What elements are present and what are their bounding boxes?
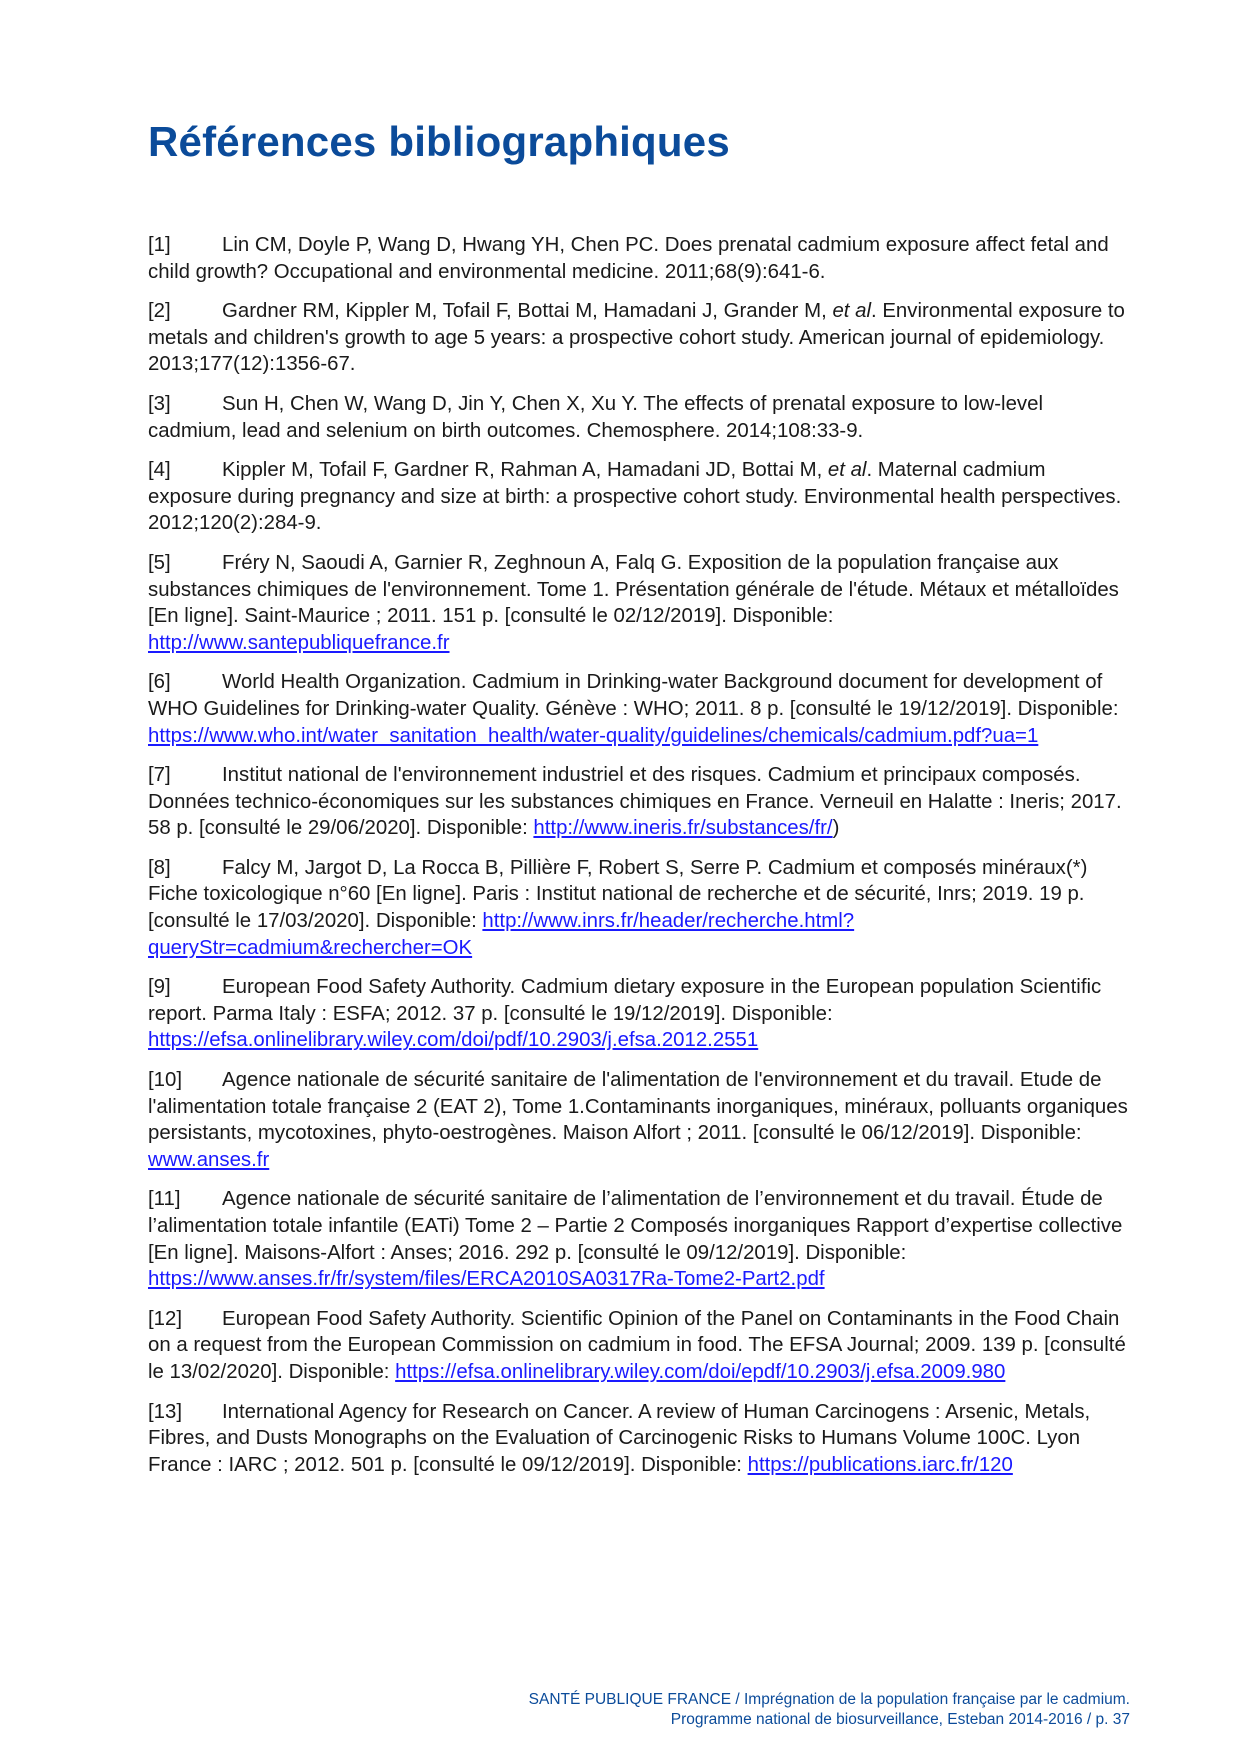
reference-item — [148, 1067, 1133, 1173]
reference-etal: et al — [832, 300, 871, 323]
reference-item — [148, 1306, 1133, 1386]
reference-text: Kippler M, Tofail F, Gardner R, Rahman A, Hamadani JD, Bottai M, — [222, 459, 828, 482]
reference-text: Institut national de l'environnement industriel et des risques. Cadmium et principaux composés. Données technico-économiques sur les substances chimiques en France. Verneuil en Halatte : Ineris; 2017. 58 p. [consulté le 29/06/2020]. Disponible: — [148, 764, 1122, 840]
reference-list — [148, 232, 1133, 1491]
reference-number: [10] — [148, 1069, 183, 1092]
reference-link[interactable]: http://www.inrs.fr/header/recherche.html?queryStr=cadmium&rechercher=OK — [148, 910, 855, 959]
reference-number: [11] — [148, 1188, 181, 1211]
reference-link[interactable]: https://efsa.onlinelibrary.wiley.com/doi/epdf/10.2903/j.efsa.2009.980 — [395, 1360, 1006, 1383]
reference-link[interactable]: www.anses.fr — [148, 1148, 270, 1171]
reference-number: [4] — [148, 459, 171, 482]
reference-text-suffix: ) — [832, 817, 840, 840]
reference-item — [148, 1186, 1133, 1292]
reference-link[interactable]: https://publications.iarc.fr/120 — [747, 1453, 1013, 1476]
reference-item — [148, 974, 1133, 1054]
reference-text: Sun H, Chen W, Wang D, Jin Y, Chen X, Xu Y. The effects of prenatal exposure to low-level cadmium, lead and selenium on birth outcomes. Chemosphere. 2014;108:33-9. — [148, 392, 1043, 442]
reference-item — [148, 669, 1133, 749]
reference-number: [13] — [148, 1400, 183, 1423]
reference-text: Falcy M, Jargot D, La Rocca B, Pillière F, Robert S, Serre P. Cadmium et composés minéraux(*) Fiche toxicologique n°60 [En ligne]. Paris : Institut national de recherche et de sécurité, Inrs; 2019. 19 p. [consulté le 17/03/2020]. Disponible: — [148, 856, 1088, 933]
reference-number: [6] — [148, 671, 171, 694]
reference-link[interactable]: https://efsa.onlinelibrary.wiley.com/doi/pdf/10.2903/j.efsa.2012.2551 — [148, 1029, 759, 1052]
reference-etal: et al — [827, 459, 867, 482]
reference-item — [148, 391, 1133, 444]
reference-item — [148, 1399, 1133, 1479]
reference-item — [148, 298, 1133, 378]
reference-text: Agence nationale de sécurité sanitaire de l’alimentation de l’environnement et du travail. Étude de l’alimentation totale infantile (EATi) Tome 2 – Partie 2 Composés inorganiques Rapport d’expertise collective [En ligne]. Maisons-Alfort : Anses; 2016. 292 p. [consulté le 09/12/2019]. Disponible: — [148, 1188, 1123, 1264]
reference-item — [148, 550, 1133, 656]
reference-number: [9] — [148, 976, 171, 999]
reference-number: [5] — [148, 551, 171, 574]
reference-number: [3] — [148, 392, 171, 415]
reference-item — [148, 855, 1133, 961]
footer-line: SANTÉ PUBLIQUE FRANCE / Imprégnation de la population française par le cadmium. — [528, 1691, 1130, 1708]
reference-link[interactable]: https://www.who.int/water_sanitation_health/water-quality/guidelines/chemicals/cadmium.pdf?ua=1 — [148, 724, 1039, 747]
reference-text: Agence nationale de sécurité sanitaire de l'alimentation de l'environnement et du travail. Etude de l'alimentation totale française 2 (EAT 2), Tome 1.Contaminants inorganiques, minéraux, polluants organiques persistants, mycotoxines, phyto-oestrogènes. Maison Alfort ; 2011. [consulté le 06/12/2019]. Disponible: — [148, 1069, 1128, 1145]
reference-link[interactable]: https://www.anses.fr/fr/system/files/ERCA2010SA0317Ra-Tome2-Part2.pdf — [148, 1268, 825, 1291]
reference-number: [2] — [148, 300, 171, 323]
footer-line: Programme national de biosurveillance, Esteban 2014-2016 / p. 37 — [670, 1710, 1130, 1728]
page-footer — [529, 1690, 1130, 1729]
reference-item — [148, 232, 1133, 285]
reference-text: European Food Safety Authority. Cadmium dietary exposure in the European population Scientific report. Parma Italy : ESFA; 2012. 37 p. [consulté le 19/12/2019]. Disponible: — [148, 976, 1102, 1025]
reference-number: [1] — [148, 234, 171, 256]
reference-text: Fréry N, Saoudi A, Garnier R, Zeghnoun A, Falq G. Exposition de la population française aux substances chimiques de l'environnement. Tome 1. Présentation générale de l'étude. Métaux et métalloïdes [En ligne]. Saint-Maurice ; 2011. 151 p. [consulté le 02/12/2019]. Disponible: — [148, 551, 1119, 628]
reference-text: International Agency for Research on Cancer. A review of Human Carcinogens : Arsenic, Metals, Fibres, and Dusts Monographs on the Evaluation of Carcinogenic Risks to Humans Volume 100C. Lyon France : IARC ; 2012. 501 p. [consulté le 09/12/2019]. Disponible: — [148, 1400, 1091, 1476]
reference-text: Lin CM, Doyle P, Wang D, Hwang YH, Chen PC. Does prenatal cadmium exposure affect fetal and child growth? Occupational and environmental medicine. 2011;68(9):641-6. — [148, 234, 1109, 283]
reference-number: [8] — [148, 856, 171, 879]
reference-text: European Food Safety Authority. Scientific Opinion of the Panel on Contaminants in the Food Chain on a request from the European Commission on cadmium in food. The EFSA Journal; 2009. 139 p. [consulté le 13/02/2020]. Disponible: — [148, 1307, 1126, 1383]
reference-link[interactable]: http://www.santepubliquefrance.fr — [148, 631, 450, 654]
reference-item — [148, 762, 1133, 842]
reference-number: [12] — [148, 1307, 183, 1330]
reference-text: World Health Organization. Cadmium in Drinking-water Background document for development of WHO Guidelines for Drinking-water Quality. Génève : WHO; 2011. 8 p. [consulté le 19/12/2019]. Disponible: — [148, 671, 1119, 720]
reference-link[interactable]: http://www.ineris.fr/substances/fr/ — [533, 817, 833, 840]
reference-text: Gardner RM, Kippler M, Tofail F, Bottai M, Hamadani J, Grander M, — [222, 300, 833, 323]
reference-item — [148, 457, 1133, 537]
page-title: Références bibliographiques — [148, 118, 730, 165]
reference-text: . Maternal cadmium exposure during pregnancy and size at birth: a prospective cohort study. Environmental health perspectives. 2012;120(2):284-9. — [148, 459, 1122, 535]
reference-number: [7] — [148, 764, 171, 787]
reference-text: . Environmental exposure to metals and children's growth to age 5 years: a prospective cohort study. American journal of epidemiology. 2013;177(12):1356-67. — [148, 300, 1125, 376]
